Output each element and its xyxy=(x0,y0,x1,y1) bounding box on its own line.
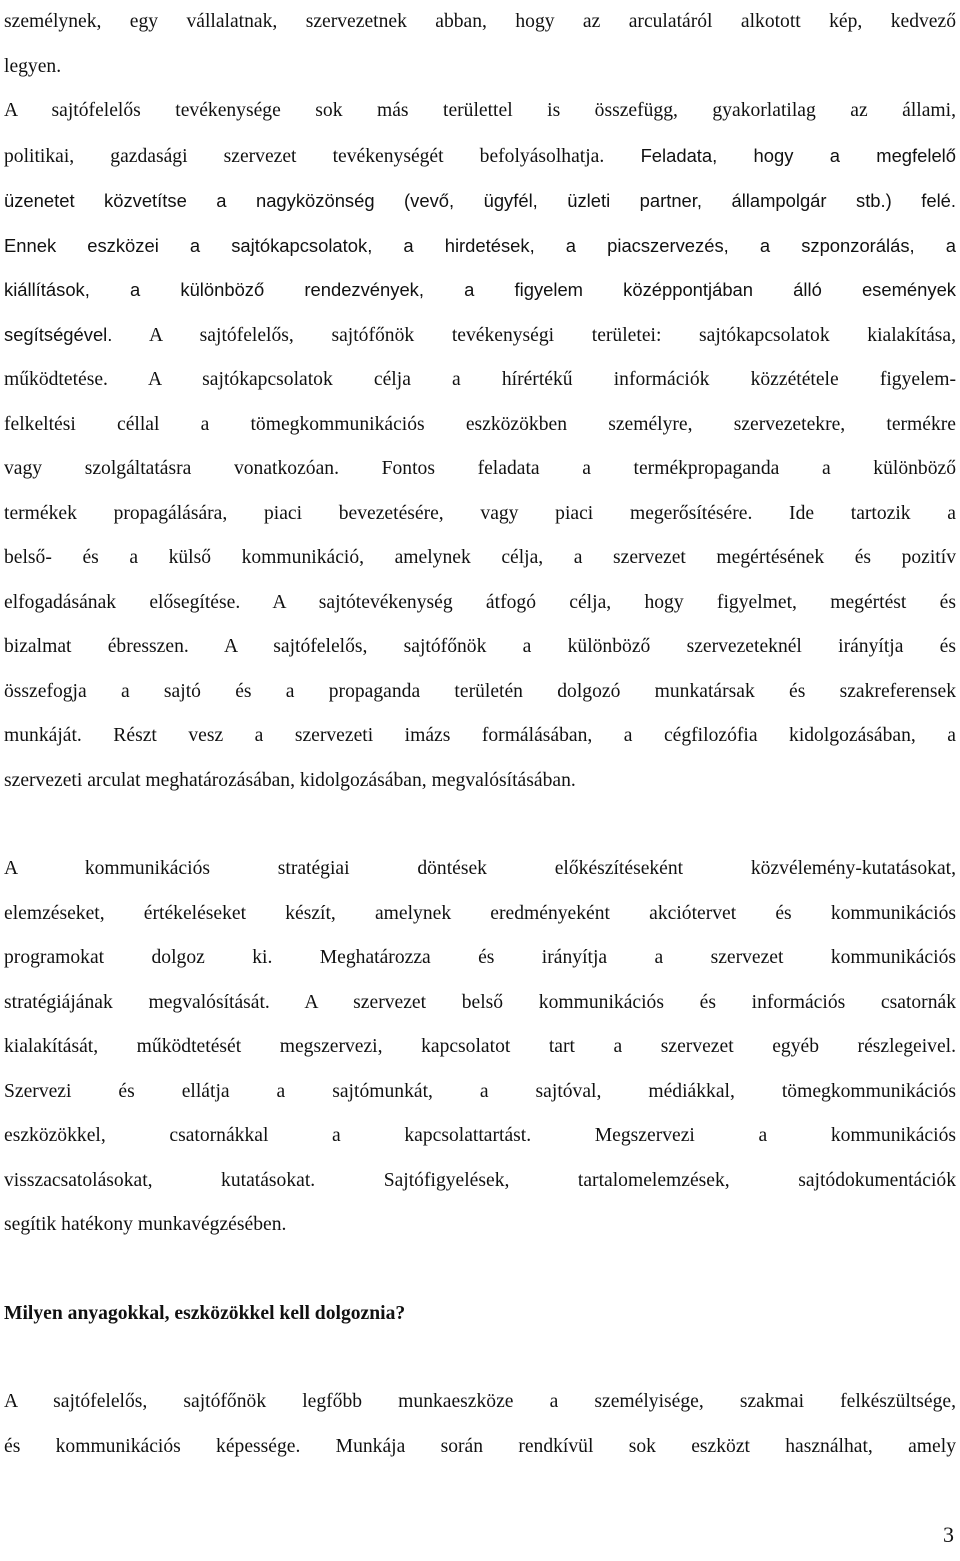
paragraph-1 xyxy=(4,0,956,803)
paragraph-spacer xyxy=(4,1336,956,1380)
text-line: Szervezi és ellátja a sajtómunkát, a sajtóval, médiákkal, tömegkommunikációs xyxy=(4,1080,956,1102)
text-line: stratégiájának megvalósítását. A szervezet belső kommunikációs és információs csatornák xyxy=(4,991,956,1013)
text-line: összefogja a sajtó és a propaganda területén dolgozó munkatársak és szakreferensek xyxy=(4,680,956,702)
text-segment: működtetése. xyxy=(4,369,108,390)
text-line: A sajtófelelős tevékenysége sok más területtel is összefügg, gyakorlatilag az állami, xyxy=(4,100,956,121)
text-line: és kommunikációs képessége. Munkája során rendkívül sok eszközt használhat, amely xyxy=(4,1435,956,1457)
paragraph-2 xyxy=(4,847,956,1248)
text-line: üzenetet közvetítse a nagyközönség (vevő, ügyfél, üzleti partner, állampolgár stb.) felé. xyxy=(4,190,956,211)
text-segment: segítségével. xyxy=(4,323,113,345)
text-line: kialakítását, működtetését megszervezi, kapcsolatot tart a szervezet egyéb részlegeivel. xyxy=(4,1036,956,1057)
text-line: belső- és a külső kommunikáció, amelynek célja, a szervezet megértésének és pozitív xyxy=(4,547,956,568)
text-line: elfogadásának elősegítése. A sajtótevékenység átfogó célja, hogy figyelmet, megértést és xyxy=(4,591,956,613)
text-line xyxy=(4,313,956,359)
text-segment: A sajtókapcsolatok célja a hírértékű információk közzététele figyelem- xyxy=(107,369,956,390)
text-line xyxy=(4,358,956,403)
text-line: kiállítások, a különböző rendezvények, a figyelem középpontjában álló események xyxy=(4,279,956,300)
text-segment: A sajtófelelős, sajtófőnök tevékenységi területei: sajtókapcsolatok kialakítása, xyxy=(112,324,956,346)
text-line: vagy szolgáltatásra vonatkozóan. Fontos feladata a termékpropaganda a különböző xyxy=(4,458,956,479)
text-line: bizalmat ébresszen. A sajtófelelős, sajtófőnök a különböző szervezeteknél irányítja és xyxy=(4,636,956,657)
paragraph-3 xyxy=(4,1380,956,1469)
text-line: programokat dolgoz ki. Meghatározza és irányítja a szervezet kommunikációs xyxy=(4,947,956,968)
document-page xyxy=(4,0,956,1469)
text-line: A kommunikációs stratégiai döntések előkészítéseként közvélemény-kutatásokat, xyxy=(4,858,956,879)
paragraph-spacer xyxy=(4,1248,956,1292)
section-heading: Milyen anyagokkal, eszközökkel kell dolgoznia? xyxy=(4,1302,406,1324)
text-segment: politikai, gazdasági szervezet tevékenységét befolyásolhatja. xyxy=(4,145,605,167)
text-line: felkeltési céllal a tömegkommunikációs eszközökben személyre, szervezetekre, termékre xyxy=(4,413,956,435)
text-line: Ennek eszközei a sajtókapcsolatok, a hirdetések, a piacszervezés, a szponzorálás, a xyxy=(4,234,956,256)
text-line: munkáját. Részt vesz a szervezeti imázs formálásában, a cégfilozófia kidolgozásában, a xyxy=(4,725,956,746)
text-line: A sajtófelelős, sajtófőnök legfőbb munkaeszköze a személyisége, szakmai felkészültsége, xyxy=(4,1391,956,1412)
paragraph-spacer xyxy=(4,803,956,847)
text-line: legyen. xyxy=(4,55,62,77)
text-segment: Feladata, hogy a megfelelő xyxy=(604,144,956,166)
text-line: visszacsatolásokat, kutatásokat. Sajtófigyelések, tartalomelemzések, sajtódokumentációk xyxy=(4,1169,956,1191)
text-line: elemzéseket, értékeléseket készít, amelynek eredményeként akciótervet és kommunikációs xyxy=(4,902,956,924)
page-number: 3 xyxy=(943,1522,954,1547)
text-line xyxy=(4,134,956,180)
text-line: eszközökkel, csatornákkal a kapcsolattartást. Megszervezi a kommunikációs xyxy=(4,1125,956,1146)
text-line: termékek propagálására, piaci bevezetésére, vagy piaci megerősítésére. Ide tartozik a xyxy=(4,502,956,524)
text-line: segítik hatékony munkavégzésében. xyxy=(4,1214,287,1235)
text-line: szervezeti arculat meghatározásában, kidolgozásában, megvalósításában. xyxy=(4,769,576,791)
text-line: személynek, egy vállalatnak, szervezetnek abban, hogy az arculatáról alkotott kép, kedvező xyxy=(4,11,956,32)
